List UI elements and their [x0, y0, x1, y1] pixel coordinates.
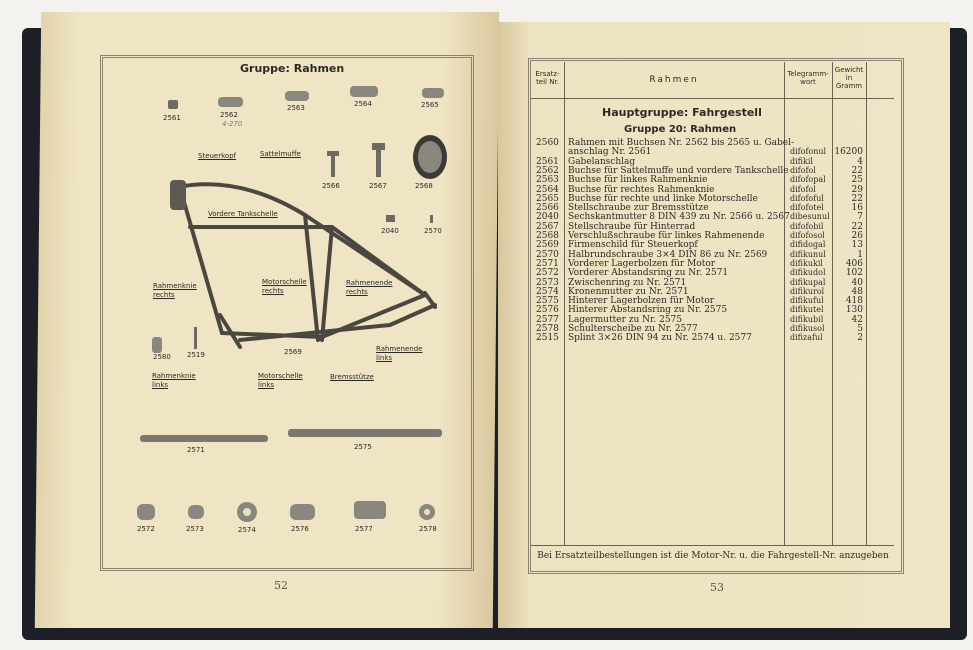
part-number: 2561	[163, 114, 181, 122]
part-number-cell: 2578	[536, 324, 559, 334]
col-header-nr: Ersatz- teil Nr.	[535, 70, 560, 86]
part-number: 2519	[187, 351, 205, 359]
telegram-word-cell: difofotel	[790, 203, 824, 213]
label-motorschelle-rechts: Motorschelle rechts	[262, 278, 307, 295]
ring-2572-image	[137, 504, 155, 520]
pin-2580-image	[152, 337, 162, 353]
part-number: 2570	[424, 227, 442, 235]
header-rule	[531, 98, 894, 99]
part-number: 2577	[355, 525, 373, 533]
part-number: 2575	[354, 443, 372, 451]
part-number: 2571	[187, 446, 205, 454]
telegram-word-cell: dibesunul	[790, 212, 830, 222]
ring-2576-image	[290, 504, 315, 520]
part-number: 2566	[322, 182, 340, 190]
description-cell: Buchse für Sattelmuffe und vordere Tankschelle	[568, 165, 789, 176]
part-number: 2564	[354, 100, 372, 108]
description-cell: Stellschraube zur Bremsstütze	[568, 203, 709, 214]
weight-cell: 13	[851, 240, 863, 251]
column-divider	[866, 62, 867, 545]
description-cell: Rahmen mit Buchsen Nr. 2562 bis 2565 u. Gabel-	[568, 138, 795, 148]
weight-cell: 130	[845, 305, 863, 316]
part-number: 2562	[220, 111, 238, 119]
description-cell: Stellschraube für Hinterrad	[568, 221, 696, 232]
part-number: 2565	[421, 101, 439, 109]
weight-cell: 2	[857, 333, 863, 344]
weight-cell: 7	[857, 212, 863, 223]
part-number-cell: 2570	[536, 249, 559, 260]
telegram-word-cell: difikutel	[790, 305, 824, 315]
part-number-cell: 2040	[536, 212, 559, 223]
label-rahmenknie-links: Rahmenknie links	[152, 372, 196, 389]
ring-2573-image	[188, 505, 204, 519]
part-number: 2578	[419, 525, 437, 533]
telegram-word-cell: difofol	[790, 165, 816, 175]
part-number-cell: 2571	[536, 258, 559, 269]
telegram-word-cell: difikusol	[790, 324, 825, 333]
part-number-cell: 2569	[536, 240, 559, 251]
label-bremsstuetze: Bremsstütze	[330, 373, 374, 381]
nut-2574-image	[237, 502, 257, 522]
part-number: 2573	[186, 525, 204, 533]
weight-cell: 4	[857, 156, 863, 167]
description-cell: Sechskantmutter 8 DIN 439 zu Nr. 2566 u. 2567	[568, 212, 790, 223]
telegram-word-cell: difidogal	[790, 240, 826, 250]
bushing-2563-image	[285, 91, 309, 101]
telegram-word-cell: difikubil	[790, 314, 824, 324]
part-number-cell: 2560	[536, 138, 559, 148]
label-rahmenende-rechts: Rahmenende rechts	[346, 279, 393, 296]
parts-illustration	[100, 55, 468, 565]
telegram-word-cell: difikunul	[790, 249, 826, 259]
description-cell: Vorderer Abstandsring zu Nr. 2571	[568, 268, 729, 279]
part-number-cell: 2568	[536, 231, 559, 241]
part-number-cell: 2561	[536, 156, 559, 167]
main-group-title: Hauptgruppe: Fahrgestell	[602, 106, 762, 119]
col-header-rahmen: Rahmen	[649, 75, 699, 85]
description-cell: Buchse für linkes Rahmenknie	[568, 175, 708, 186]
footer-note: Bei Ersatzteilbestellungen ist die Motor-Nr. u. die Fahrgestell-Nr. anzugeben	[537, 551, 889, 561]
weight-cell: 26	[851, 231, 863, 241]
bolt-2571-image	[140, 435, 268, 442]
group-title: Gruppe: Rahmen	[240, 62, 345, 75]
weight-cell: 418	[845, 296, 863, 307]
screw-2570-image	[430, 215, 433, 223]
page-number-right: 53	[710, 581, 724, 594]
part-number: 2563	[287, 104, 305, 112]
part-number-cell: 2563	[536, 175, 559, 186]
description-cell: Hinterer Abstandsring zu Nr. 2575	[568, 305, 728, 316]
description-cell: Buchse für rechtes Rahmenknie	[568, 184, 715, 195]
label-rahmenknie-rechts: Rahmenknie rechts	[153, 282, 197, 299]
description-cell: anschlag Nr. 2561	[568, 147, 652, 158]
page-number-left: 52	[274, 579, 288, 592]
weight-cell: 48	[851, 286, 863, 297]
weight-cell: 42	[851, 314, 863, 325]
group-title: Gruppe 20: Rahmen	[624, 124, 737, 135]
description-cell: Kronenmutter zu Nr. 2571	[568, 286, 689, 297]
column-divider	[564, 62, 565, 545]
label-motorschelle-links: Motorschelle links	[258, 372, 303, 389]
part-number: 2567	[369, 182, 387, 190]
part-number-cell: 2562	[536, 165, 559, 176]
description-cell: Halbrundschraube 3×4 DIN 86 zu Nr. 2569	[568, 249, 768, 260]
description-cell: Buchse für rechte und linke Motorschelle	[568, 193, 758, 204]
part-number-cell: 2575	[536, 296, 559, 307]
telegram-word-cell: difofobil	[790, 221, 824, 231]
description-cell: Gabelanschlag	[568, 156, 636, 167]
label-vordere-tankschelle: Vordere Tankschelle	[208, 210, 278, 218]
weight-cell: 1	[857, 249, 863, 260]
label-steuerkopf: Steuerkopf	[198, 152, 237, 160]
telegram-word-cell: difikuful	[790, 296, 824, 306]
bushing-2562-image	[218, 97, 243, 107]
weight-cell: 25	[851, 175, 863, 186]
part-number: 2568	[415, 182, 433, 190]
telegram-word-cell: difofoful	[790, 193, 824, 203]
telegram-word-cell: difofosol	[790, 231, 825, 240]
part-number: 2040	[381, 227, 399, 235]
screw-2566-image	[327, 151, 339, 177]
pin-2519-image	[194, 327, 197, 349]
col-header-telegramm: Telegramm- wort	[787, 70, 829, 86]
column-divider	[832, 62, 833, 545]
description-cell: Lagermutter zu Nr. 2575	[568, 314, 682, 325]
nut-2040-image	[386, 215, 395, 222]
part-number-cell: 2515	[536, 333, 559, 344]
nut-2577-image	[354, 501, 386, 519]
label-sattelmuffe: Sattelmuffe	[260, 150, 301, 158]
part-number-cell: 2577	[536, 314, 559, 325]
weight-cell: 22	[851, 193, 863, 204]
weight-cell: 16200	[834, 147, 863, 158]
weight-cell: 22	[851, 165, 863, 176]
part-number-cell: 2573	[536, 277, 559, 288]
handwritten-note: 4-270	[222, 120, 243, 128]
telegram-word-cell: difizaful	[790, 333, 823, 343]
screw-2567-image	[372, 143, 385, 177]
telegram-word-cell: difikupal	[790, 277, 826, 287]
telegram-word-cell: difikudol	[790, 268, 826, 278]
part-number: 2576	[291, 525, 309, 533]
col-header-gewicht: Gewicht in Gramm	[834, 66, 864, 90]
telegram-word-cell: difofonul	[790, 147, 827, 157]
column-divider	[784, 62, 785, 545]
part-number-cell: 2564	[536, 184, 559, 195]
bushing-2565-image	[422, 88, 444, 98]
description-cell: Verschlußschraube für linkes Rahmenende	[568, 231, 765, 241]
steering-head	[170, 180, 186, 210]
label-rahmenende-links: Rahmenende links	[376, 345, 423, 362]
description-cell: Splint 3×26 DIN 94 zu Nr. 2574 u. 2577	[568, 333, 752, 344]
weight-cell: 102	[845, 268, 863, 279]
description-cell: Vorderer Lagerbolzen für Motor	[568, 258, 716, 269]
telegram-word-cell: difofol	[790, 184, 816, 194]
telegram-word-cell: difofopal	[790, 175, 826, 185]
part-number: 2574	[238, 526, 256, 534]
part-number-cell: 2565	[536, 193, 559, 204]
description-cell: Firmenschild für Steuerkopf	[568, 240, 698, 251]
weight-cell: 406	[845, 258, 863, 269]
badge-2568-image	[413, 135, 447, 179]
weight-cell: 5	[857, 324, 863, 334]
bolt-2575-image	[288, 429, 442, 437]
washer-2578-image	[419, 504, 435, 520]
telegram-word-cell: difikurol	[790, 286, 825, 296]
bushing-2564-image	[350, 86, 378, 97]
telegram-word-cell: difikil	[790, 156, 813, 166]
description-cell: Zwischenring zu Nr. 2571	[568, 277, 687, 288]
weight-cell: 29	[851, 184, 863, 195]
part-number-cell: 2576	[536, 305, 559, 316]
part-number: 2580	[153, 353, 171, 361]
part-number-cell: 2566	[536, 203, 559, 214]
telegram-word-cell: difikukil	[790, 258, 823, 268]
frame-drawing	[178, 184, 435, 347]
weight-cell: 40	[851, 277, 863, 288]
description-cell: Hinterer Lagerbolzen für Motor	[568, 296, 715, 307]
weight-cell: 16	[851, 203, 863, 214]
footer-rule	[531, 545, 894, 546]
part-number: 2572	[137, 525, 155, 533]
bushing-2561-image	[168, 100, 178, 109]
part-number-cell: 2572	[536, 268, 559, 279]
weight-cell: 22	[851, 221, 863, 232]
part-number: 2569	[284, 348, 302, 356]
part-number-cell: 2567	[536, 221, 559, 232]
description-cell: Schulterscheibe zu Nr. 2577	[568, 324, 698, 334]
part-number-cell: 2574	[536, 286, 559, 297]
